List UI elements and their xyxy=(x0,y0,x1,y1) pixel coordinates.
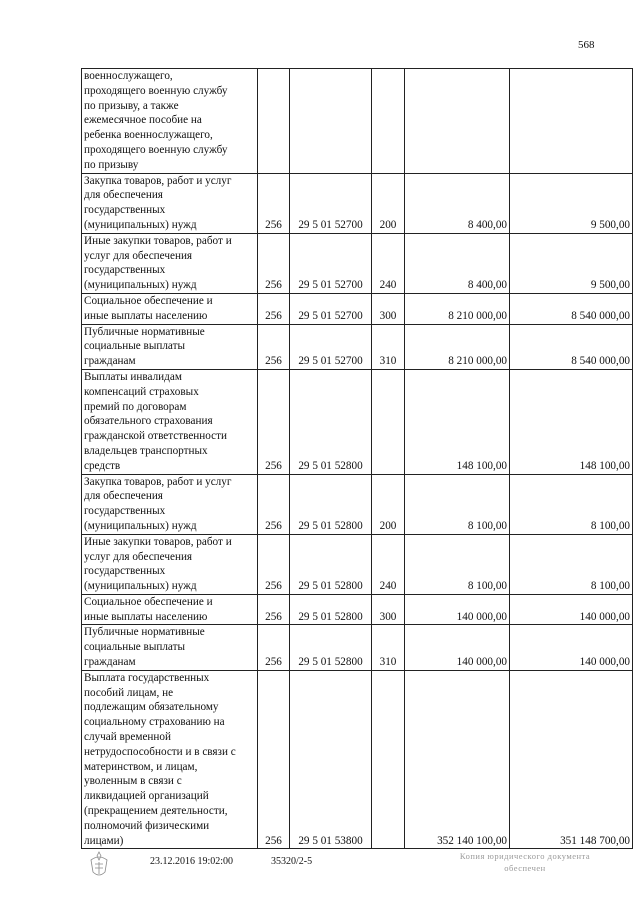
table-row xyxy=(82,233,633,293)
cell-amount-1: 8 400,00 xyxy=(405,173,510,233)
cell-gr: 256 xyxy=(258,670,290,849)
cell-gr xyxy=(258,69,290,174)
cell-amount-1: 8 100,00 xyxy=(405,474,510,534)
cell-code xyxy=(290,69,372,174)
cell-code: 29 5 01 52700 xyxy=(290,173,372,233)
cell-gr: 256 xyxy=(258,324,290,369)
cell-amount-2: 8 100,00 xyxy=(510,474,633,534)
cell-vr: 310 xyxy=(372,324,405,369)
cell-gr: 256 xyxy=(258,474,290,534)
budget-table-body xyxy=(82,69,633,849)
footer-document-code: 35320/2-5 xyxy=(271,856,313,867)
cell-vr: 240 xyxy=(372,233,405,293)
cell-name: Выплата государственных пособий лицам, не подлежащим обязательному социальному страхованию на случай временной нетрудоспособности и в связи с материнством, и лицам, уволенным в связи с ликвидацией организаций (прекращением деятельности, полномочий физическими лицами) xyxy=(82,670,258,849)
cell-amount-1: 148 100,00 xyxy=(405,369,510,474)
cell-code: 29 5 01 52700 xyxy=(290,293,372,324)
cell-amount-2: 8 100,00 xyxy=(510,534,633,594)
footer-stamp-line1: Копия юридического документа xyxy=(459,851,591,861)
cell-amount-1: 140 000,00 xyxy=(405,594,510,625)
cell-gr: 256 xyxy=(258,293,290,324)
cell-name: военнослужащего, проходящего военную службу по призыву, а также ежемесячное пособие на ребенка военнослужащего, проходящего военную службу по призыву xyxy=(82,69,258,174)
cell-vr xyxy=(372,69,405,174)
table-row xyxy=(82,670,633,849)
cell-amount-2: 8 540 000,00 xyxy=(510,324,633,369)
table-row xyxy=(82,173,633,233)
table-row xyxy=(82,474,633,534)
page-number: 568 xyxy=(578,39,595,51)
cell-name: Закупка товаров, работ и услуг для обеспечения государственных (муниципальных) нужд xyxy=(82,173,258,233)
table-row xyxy=(82,594,633,625)
table-row xyxy=(82,625,633,670)
cell-amount-2: 8 540 000,00 xyxy=(510,293,633,324)
cell-amount-1: 8 100,00 xyxy=(405,534,510,594)
cell-gr: 256 xyxy=(258,594,290,625)
footer-date: 23.12.2016 19:02:00 xyxy=(150,856,234,867)
cell-name: Публичные нормативные социальные выплаты гражданам xyxy=(82,625,258,670)
cell-gr: 256 xyxy=(258,369,290,474)
cell-gr: 256 xyxy=(258,173,290,233)
cell-code: 29 5 01 52800 xyxy=(290,534,372,594)
cell-name: Выплаты инвалидам компенсаций страховых премий по договорам обязательного страхования гражданской ответственности владельцев транспортных средств xyxy=(82,369,258,474)
cell-vr xyxy=(372,369,405,474)
cell-vr: 300 xyxy=(372,594,405,625)
cell-amount-1: 8 400,00 xyxy=(405,233,510,293)
cell-name: Иные закупки товаров, работ и услуг для обеспечения государственных (муниципальных) нужд xyxy=(82,233,258,293)
cell-code: 29 5 01 52700 xyxy=(290,324,372,369)
cell-amount-1: 8 210 000,00 xyxy=(405,293,510,324)
cell-vr xyxy=(372,670,405,849)
cell-name: Закупка товаров, работ и услуг для обеспечения государственных (муниципальных) нужд xyxy=(82,474,258,534)
budget-table xyxy=(81,68,633,849)
cell-amount-2: 140 000,00 xyxy=(510,594,633,625)
cell-gr: 256 xyxy=(258,534,290,594)
cell-amount-1: 140 000,00 xyxy=(405,625,510,670)
cell-amount-2 xyxy=(510,69,633,174)
footer-stamp-line2: обеспечен xyxy=(504,863,546,873)
table-row xyxy=(82,534,633,594)
cell-code: 29 5 01 52800 xyxy=(290,474,372,534)
cell-gr: 256 xyxy=(258,233,290,293)
cell-code: 29 5 01 52700 xyxy=(290,233,372,293)
cell-amount-2: 9 500,00 xyxy=(510,233,633,293)
cell-name: Социальное обеспечение и иные выплаты населению xyxy=(82,594,258,625)
cell-amount-2: 9 500,00 xyxy=(510,173,633,233)
table-row xyxy=(82,369,633,474)
cell-code: 29 5 01 52800 xyxy=(290,369,372,474)
cell-gr: 256 xyxy=(258,625,290,670)
cell-code: 29 5 01 52800 xyxy=(290,594,372,625)
cell-vr: 310 xyxy=(372,625,405,670)
cell-amount-2: 351 148 700,00 xyxy=(510,670,633,849)
cell-name: Социальное обеспечение и иные выплаты населению xyxy=(82,293,258,324)
table-row xyxy=(82,69,633,174)
footer-stamp xyxy=(440,850,610,874)
cell-vr: 200 xyxy=(372,173,405,233)
cell-name: Публичные нормативные социальные выплаты гражданам xyxy=(82,324,258,369)
cell-amount-1: 352 140 100,00 xyxy=(405,670,510,849)
cell-amount-2: 140 000,00 xyxy=(510,625,633,670)
cell-vr: 300 xyxy=(372,293,405,324)
cell-amount-1 xyxy=(405,69,510,174)
cell-code: 29 5 01 53800 xyxy=(290,670,372,849)
cell-amount-1: 8 210 000,00 xyxy=(405,324,510,369)
table-row xyxy=(82,324,633,369)
cell-vr: 240 xyxy=(372,534,405,594)
cell-vr: 200 xyxy=(372,474,405,534)
cell-amount-2: 148 100,00 xyxy=(510,369,633,474)
cell-name: Иные закупки товаров, работ и услуг для обеспечения государственных (муниципальных) нужд xyxy=(82,534,258,594)
coat-of-arms-icon xyxy=(88,850,110,885)
table-row xyxy=(82,293,633,324)
cell-code: 29 5 01 52800 xyxy=(290,625,372,670)
